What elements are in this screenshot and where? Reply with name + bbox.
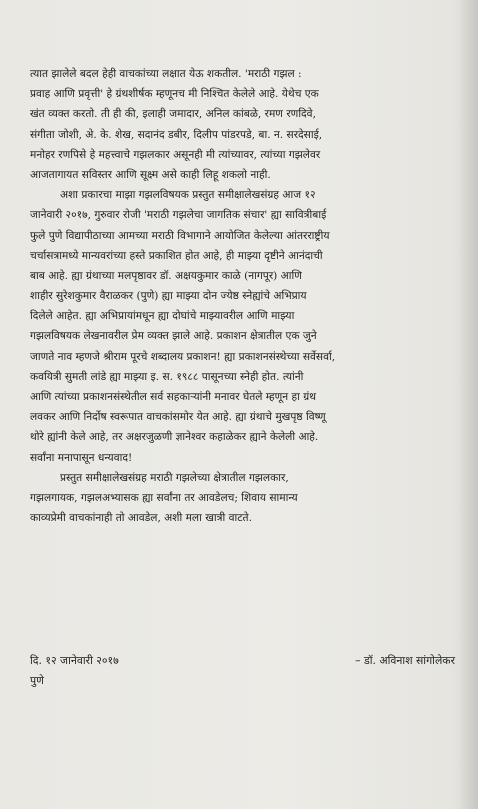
text-line: आणि त्यांच्या प्रकाशनसंस्थेतील सर्व सहकाऱ्यांनी मनावर घेतले म्हणून हा ग्रंथ xyxy=(30,391,317,403)
place-text: पुणे xyxy=(30,674,44,687)
text-line: बाब आहे. ह्या ग्रंथाच्या मलपृष्ठावर डॉ. अक्षयकुमार काळे (नागपूर) आणि xyxy=(30,269,302,282)
text-line: त्यात झालेले बदल हेही वाचकांच्या लक्षात येऊ शकतील. 'मराठी गझल : xyxy=(30,68,302,80)
text-line: अशा प्रकारचा माझा गझलविषयक प्रस्तुत समीक्षालेखसंग्रह आज १२ xyxy=(60,189,316,202)
text-line: लवकर आणि निर्दोष स्वरूपात वाचकांसमोर येत आहे. ह्या ग्रंथाचे मुखपृष्ठ विष्णू xyxy=(30,411,326,424)
text-line: दिलेले आहेत. ह्या अभिप्रायांमधून ह्या दोघांचे माझ्यावरील आणि माझ्या xyxy=(30,310,295,323)
page-edge-shadow xyxy=(458,0,478,809)
text-line: आजतागायत सविस्तर आणि सूक्ष्म असे काही लिहू शकलो नाही. xyxy=(30,168,271,181)
text-line: शाहीर सुरेशकुमार वैराळकर (पुणे) ह्या माझ्या दोन ज्येष्ठ स्नेह्यांचे अभिप्राय xyxy=(30,290,307,303)
body-text xyxy=(30,64,455,528)
signature-block xyxy=(30,651,455,691)
text-line: फुले पुणे विद्यापीठाच्या आमच्या मराठी विभागाने आयोजित केलेल्या आंतरराष्ट्रीय xyxy=(30,229,330,242)
paragraph-1 xyxy=(30,64,455,185)
author-name: – डॉ. अविनाश सांगोलेकर xyxy=(355,654,455,667)
text-line: संगीता जोशी, अे. के. शेख, सदानंद डबीर, दिलीप पांडरपडे, बा. न. सरदेसाई, xyxy=(30,128,323,141)
text-line: कवयित्री सुमती लांडे ह्या माझ्या इ. स. १९८८ पासूनच्या स्नेही होत. त्यांनी xyxy=(30,370,304,383)
date-text: दि. १२ जानेवारी २०१७ xyxy=(30,654,119,667)
text-line: मनोहर रणपिसे हे महत्त्वाचे गझलकार असूनही मी त्यांच्यावर, त्यांच्या गझलेवर xyxy=(30,148,321,161)
paragraph-2 xyxy=(30,185,455,468)
paragraph-3 xyxy=(30,468,455,529)
date-author-row xyxy=(30,651,455,671)
text-line: जाणते नाव म्हणजे श्रीराम पूरचे शब्दालय प्रकाशन! ह्या प्रकाशनसंस्थेच्या सर्वेसर्वा, xyxy=(30,350,336,363)
text-line: सर्वांना मनापासून धन्यवाद! xyxy=(30,451,133,464)
text-line: चर्चासत्रामध्ये मान्यवरांच्या हस्ते प्रकाशित होत आहे, ही माझ्या दृष्टीने आनंदाची xyxy=(30,249,323,262)
text-line: गझलविषयक लेखनावरील प्रेम व्यक्त झाले आहे. प्रकाशन क्षेत्रातील एक जुने xyxy=(30,330,317,343)
text-line: थोरे ह्यांनी केले आहे, तर अक्षरजुळणी ज्ञानेश्वर कहाळेकर ह्याने केलेली आहे. xyxy=(30,431,319,444)
text-line: खंत व्यक्त करतो. ती ही की, इलाही जमादार, अनिल कांबळे, रमण रणदिवे, xyxy=(30,108,316,121)
text-line: जानेवारी २०१७, गुरुवार रोजी 'मराठी गझलेचा जागतिक संचार' ह्या सावित्रीबाई xyxy=(30,209,327,222)
text-line: प्रवाह आणि प्रवृत्ती' हे ग्रंथशीर्षक म्हणूनच मी निश्चित केलेले आहे. येथेच एक xyxy=(30,88,319,101)
text-line: काव्यप्रेमी वाचकांनाही तो आवडेल, अशी मला खात्री वाटते. xyxy=(30,512,252,525)
text-line: प्रस्तुत समीक्षालेखसंग्रह मराठी गझलेच्या क्षेत्रातील गझलकार, xyxy=(60,471,289,484)
text-line: गझलगायक, गझलअभ्यासक ह्या सर्वांना तर आवडेलच; शिवाय सामान्य xyxy=(30,491,298,504)
